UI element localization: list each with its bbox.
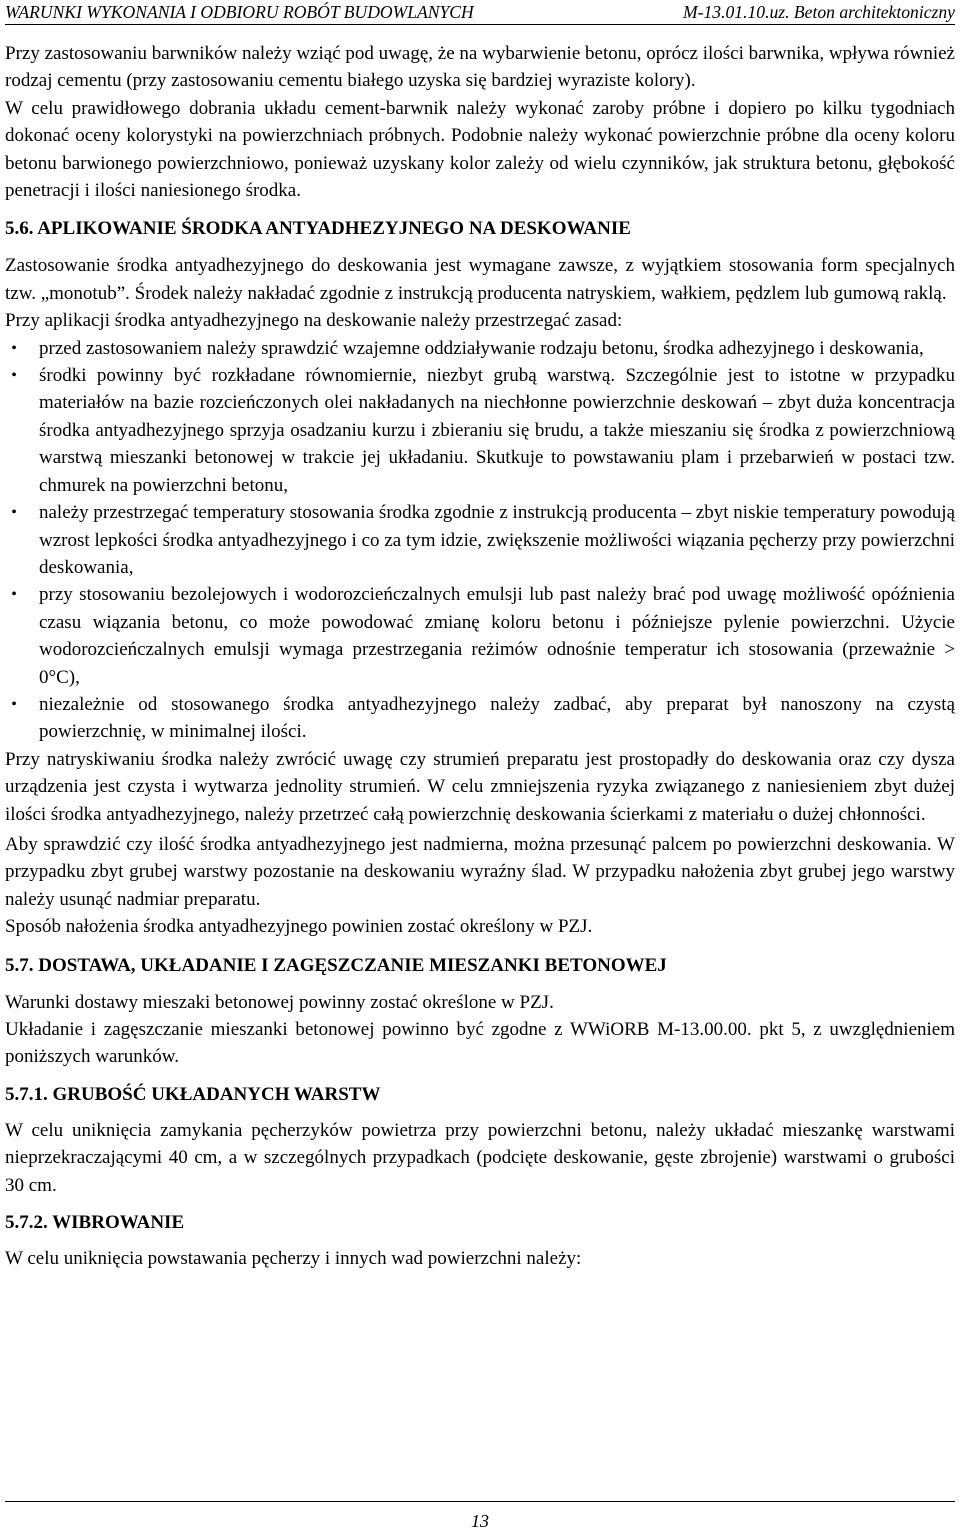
paragraph-layer-thickness: W celu uniknięcia zamykania pęcherzyków powietrza przy powierzchni betonu, należy układać mieszankę warstwami nieprzekraczającymi 40 cm, a w szczególnych przypadkach (podcięte deskowanie, gęste zbrojenie) warstwami o grubości 30 cm. [5, 1119, 955, 1196]
list-item [5, 499, 955, 581]
paragraph-colorants: Przy zastosowaniu barwników należy wziąć pod uwagę, że na wybarwienie betonu, oprócz ilości barwnika, wpływa również rodzaj cementu (przy zastosowaniu cementu białego uzyska się bardziej wyraziste kolory). [5, 43, 955, 92]
list-item-text: przy stosowaniu bezolejowych i wodorozcieńczalnych emulsji lub past należy brać pod uwagę możliwość opóźnienia czasu wiązania betonu, co może powodować zmianę koloru betonu i późniejsze pylenie powierzchni. Użycie wodorozcieńczalnych emulsji wymaga przestrzegania reżimów odnośnie temperatur ich stosowania (przeważnie > 0°C), [39, 584, 955, 688]
paragraph-pzj-method: Sposób nałożenia środka antyadhezyjnego powinien zostać określony w PZJ. [5, 916, 593, 938]
paragraph-spraying: Przy natryskiwaniu środka należy zwrócić uwagę czy strumień preparatu jest prostopadły do deskowania oraz czy dysza urządzenia jest czysta i wytwarza jednolity strumień. W celu zmniejszenia ryzyka związanego z naniesieniem zbyt dużej ilości środka antyadhezyjnego, należy przetrzeć całą powierzchnię deskowania ścierkami z materiału o dużej chłonności. [5, 748, 955, 825]
list-item [5, 691, 955, 746]
application-rules-list [5, 335, 955, 746]
list-item-text: przed zastosowaniem należy sprawdzić wzajemne oddziaływanie rodzaju betonu, środka adhezyjnego i deskowania, [39, 337, 924, 359]
paragraph-placing-compaction: Układanie i zagęszczanie mieszanki betonowej powinno być zgodne z WWiORB M-13.00.00. pkt 5, z uwzględnieniem poniższych warunków. [5, 1019, 955, 1068]
list-item-text: niezależnie od stosowanego środka antyadhezyjnego należy zadbać, aby preparat był nanoszony na czystą powierzchnię, w minimalnej ilości. [39, 693, 955, 743]
paragraph-trial-batches: W celu prawidłowego dobrania układu cement-barwnik należy wykonać zaroby próbne i dopiero po kilku tygodniach dokonać oceny kolorystyki na powierzchniach próbnych. Podobnie należy wykonać powierzchnie próbne dla oceny koloru betonu barwionego powierzchniowo, ponieważ uzyskany kolor zależy od wielu czynników, jak struktura betonu, głębokość penetracji i ilości naniesionego środka. [5, 97, 955, 202]
footer-divider [5, 1501, 955, 1502]
header-document-title: WARUNKI WYKONANIA I ODBIORU ROBÓT BUDOWLANYCH [5, 2, 474, 22]
header-spec-code: M-13.01.10.uz. Beton architektoniczny [683, 2, 955, 22]
paragraph-release-agent-usage: Zastosowanie środka antyadhezyjnego do deskowania jest wymagane zawsze, z wyjątkiem stosowania form specjalnych tzw. „monotub”. Środek należy nakładać zgodnie z instrukcją producenta natryskiem, wałkiem, pędzlem lub gumową raklą. [5, 255, 955, 304]
bullet-icon: • [11, 695, 17, 713]
list-item [5, 581, 955, 691]
list-item [5, 362, 955, 499]
page-header [5, 0, 955, 25]
paragraph-delivery-conditions: Warunki dostawy mieszaki betonowej powinny zostać określone w PZJ. [5, 991, 554, 1013]
bullet-icon: • [11, 586, 17, 604]
list-item-text: środki powinny być rozkładane równomiernie, niezbyt grubą warstwą. Szczególnie jest to istotne w przypadku materiałów na bazie rozcieńczonych olei nakładanych na niechłonne powierzchnie deskowań – zbyt duża koncentracja środka antyadhezyjnego sprzyja osadzaniu kurzu i zbieraniu się brudu, a także mieszaniu się środka z powierzchniową warstwą mieszanki betonowej w trakcie jej układaniu. Skutkuje to powstawaniu plam i przebarwień w postaci tzw. chmurek na powierzchni betonu, [39, 365, 955, 496]
document-body [5, 40, 955, 1272]
page-number: 13 [471, 1511, 489, 1531]
paragraph-excess-check: Aby sprawdzić czy ilość środka antyadhezyjnego jest nadmierna, można przesunąć palcem po powierzchni deskowania. W przypadku zbyt grubej warstwy pozostanie na deskowaniu wyraźny ślad. W przypadku nałożenia zbyt grubej jego warstwy należy usunąć nadmiar preparatu. [5, 833, 955, 910]
bullet-icon: • [11, 367, 17, 385]
bullet-icon: • [11, 504, 17, 522]
section-heading-5-7-2: 5.7.2. WIBROWANIE [5, 1212, 185, 1234]
paragraph-vibration-intro: W celu uniknięcia powstawania pęcherzy i innych wad powierzchni należy: [5, 1248, 582, 1270]
list-item-text: należy przestrzegać temperatury stosowania środka zgodnie z instrukcją producenta – zbyt niskie temperatury powodują wzrost lepkości środka antyadhezyjnego i co za tym idzie, zwiększenie możliwości wiązania pęcherzy przy powierzchni deskowania, [39, 502, 955, 578]
section-heading-5-7-1: 5.7.1. GRUBOŚĆ UKŁADANYCH WARSTW [5, 1083, 381, 1105]
list-item [5, 335, 955, 362]
paragraph-application-rules-intro: Przy aplikacji środka antyadhezyjnego na deskowanie należy przestrzegać zasad: [5, 310, 623, 332]
bullet-icon: • [11, 339, 17, 357]
section-heading-5-6: 5.6. APLIKOWANIE ŚRODKA ANTYADHEZYJNEGO NA DESKOWANIE [5, 218, 631, 240]
section-heading-5-7: 5.7. DOSTAWA, UKŁADANIE I ZAGĘSZCZANIE MIESZANKI BETONOWEJ [5, 954, 667, 976]
